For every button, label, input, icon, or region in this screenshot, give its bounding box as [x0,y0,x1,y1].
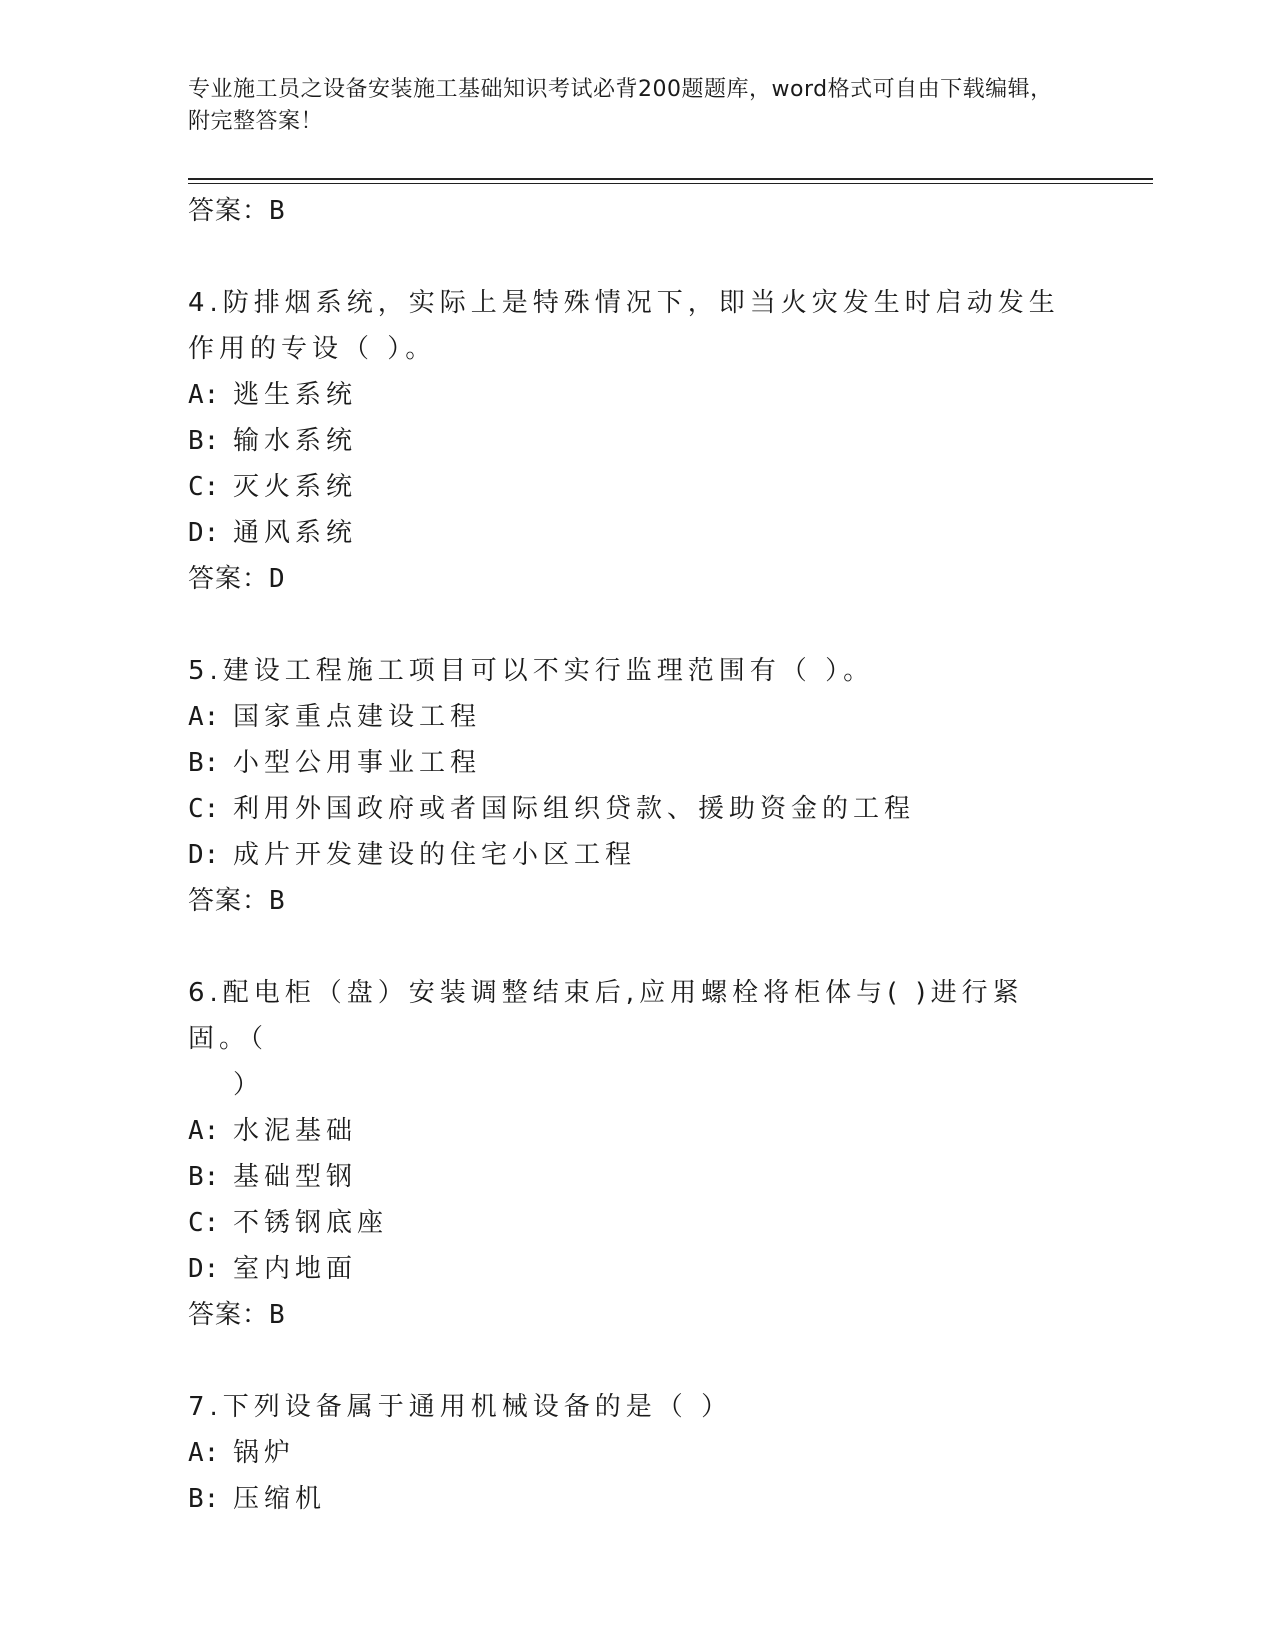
option-letter: D: [188,518,220,548]
option-letter: C: [188,1208,220,1238]
answer-label: 答案： [188,196,270,226]
answer-value: B [269,886,286,916]
option-a [188,372,1088,418]
option-letter: D: [188,1254,220,1284]
option-letter: A: [188,1438,220,1468]
option-d [188,1246,1088,1292]
question-stem: 5.建设工程施工项目可以不实行监理范围有（ ）。 [188,656,875,686]
option-letter: B: [188,1162,220,1192]
option-letter: B: [188,748,220,778]
question-stem-text: 6.配电柜（盘）安装调整结束后,应用螺栓将柜体与( )进行紧固。（ [188,978,1024,1054]
option-text: 压缩机 [233,1484,327,1514]
answer-line [188,1292,1088,1338]
option-text: 基础型钢 [233,1162,358,1192]
option-text: 输水系统 [233,426,358,456]
question-list [188,188,1088,1522]
option-c [188,464,1088,510]
answer-line [188,188,1088,234]
option-text: 国家重点建设工程 [233,702,482,732]
answer-label: 答案： [188,564,270,594]
option-text: 灭火系统 [233,472,358,502]
option-letter: A: [188,702,220,732]
answer-value: D [269,564,286,594]
option-text: 小型公用事业工程 [233,748,482,778]
option-letter: B: [188,1484,220,1514]
answer-line [188,878,1088,924]
header-divider-thin [188,183,1153,184]
option-b [188,418,1088,464]
option-text: 不锈钢底座 [233,1208,389,1238]
option-b [188,1154,1088,1200]
option-text: 锅炉 [233,1438,296,1468]
option-d [188,510,1088,556]
answer-label: 答案： [188,886,270,916]
option-letter: C: [188,794,220,824]
answer-value: B [269,196,286,226]
option-text: 成片开发建设的住宅小区工程 [233,840,637,870]
option-text: 水泥基础 [233,1116,358,1146]
option-letter: A: [188,380,220,410]
option-text: 通风系统 [233,518,358,548]
option-a [188,1108,1088,1154]
option-letter: D: [188,840,220,870]
option-letter: B: [188,426,220,456]
header-divider-thick [188,178,1153,180]
option-a [188,1430,1088,1476]
question-stem: 7.下列设备属于通用机械设备的是（ ） [188,1392,733,1422]
option-c [188,1200,1088,1246]
option-letter: A: [188,1116,220,1146]
option-d [188,832,1088,878]
answer-line [188,556,1088,602]
document-header: 专业施工员之设备安装施工基础知识考试必背200题题库，word格式可自由下载编辑，附完整答案！ [188,77,1053,134]
option-c [188,786,1088,832]
answer-label: 答案： [188,1300,270,1330]
option-letter: C: [188,472,220,502]
option-text: 利用外国政府或者国际组织贷款、援助资金的工程 [233,794,916,824]
question-stem [188,970,1068,1108]
option-text: 室内地面 [233,1254,358,1284]
option-b [188,1476,1088,1522]
answer-value: B [269,1300,286,1330]
question-stem: 4.防排烟系统，实际上是特殊情况下，即当火灾发生时启动发生作用的专设（ ）。 [188,288,1060,364]
question-stem-continuation: ） [233,1070,265,1100]
option-text: 逃生系统 [233,380,358,410]
option-b [188,740,1088,786]
option-a [188,694,1088,740]
